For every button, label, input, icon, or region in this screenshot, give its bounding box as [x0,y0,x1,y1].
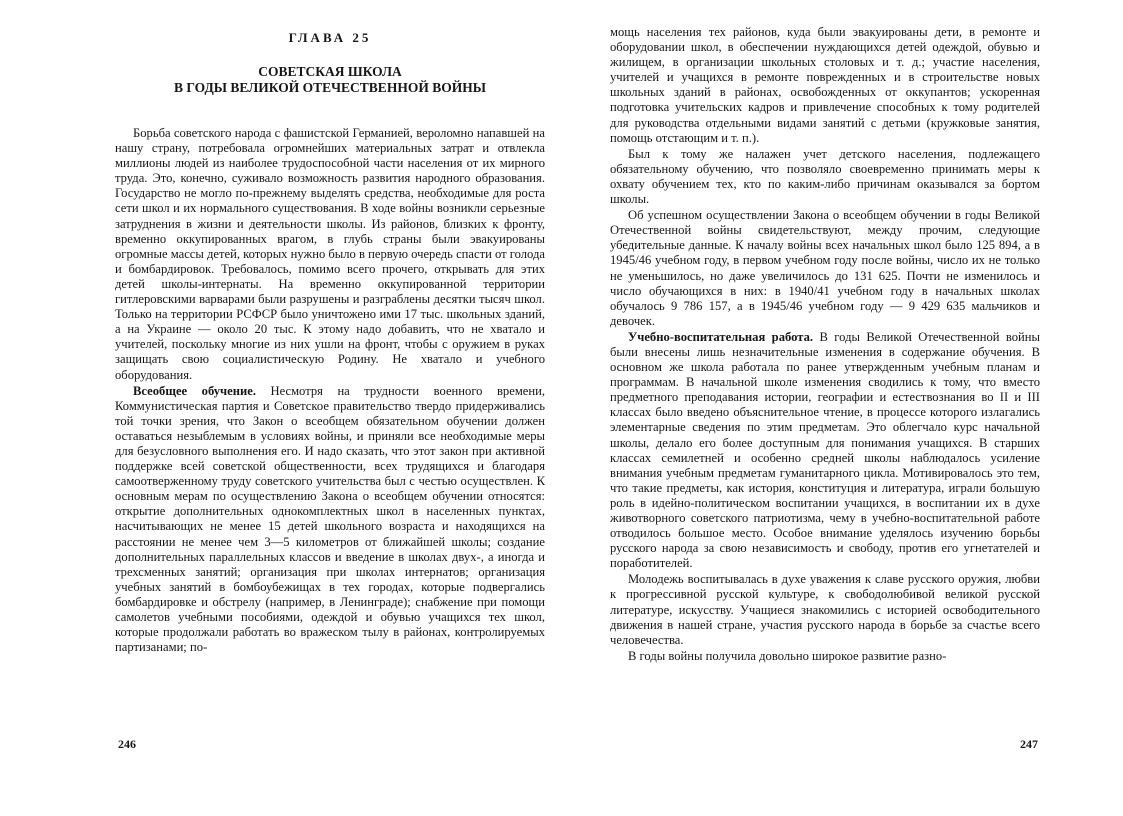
right-paragraph-2: Был к тому же налажен учет детского населения, подлежащего обязательному обучению, что позволяло своевременно принимать меры к охвату обучением тех, кто по каким-либо причинам оказывался за бортом школы. [610,146,1040,207]
right-page-body [610,25,1040,664]
section-heading-educational-work: Учебно-воспитательная работа. [628,329,814,344]
left-page-body [115,126,545,655]
left-paragraph-1: Борьба советского народа с фашистской Германией, вероломно напавшей на нашу страну, потребовала огромнейших материальных затрат и отвлекла миллионы людей из наиболее трудоспособной части населения от их мирного труда. Это, конечно, суживало возможность развития народного образования. Государство не могло по-прежнему выделять средства, необходимые для роста сети школ и их нормального существования. В ходе войны возникли серьезные затруднения в жизни и деятельности школы. Из районов, близких к фронту, временно оккупированных врагом, в глубь страны были эвакуированы огромные массы детей, которых нужно было в первую очередь спасти от голода и бомбардировок. Требовалось, помимо всего прочего, открывать для этих детей школы-интернаты. На временно оккупированной территории гитлеровскими варварами были разрушены и разграблены десятки тысяч школ. Только на территории РСФСР было уничтожено ими 17 тыс. школьных зданий, а на Украине — около 20 тыс. К этому надо добавить, что не хватало и учителей, поскольку многие из них ушли на фронт, чтобы с оружием в руках защищать свою социалистическую Родину. Не хватало и учебного оборудования. [115,126,545,382]
left-page [115,0,545,816]
right-paragraph-5: Молодежь воспитывалась в духе уважения к славе русского оружия, любви к прогрессивной русской культуре, к свободолюбивой великой русской литературе, искусству. Учащиеся знакомились с историей освободительного движения в нашей стране, участия русского народа в борьбе за счастье всего человечества. [610,572,1040,647]
chapter-title [115,64,545,96]
page-number-right: 247 [1020,737,1038,751]
left-paragraph-2-body: Несмотря на трудности военного времени, Коммунистическая партия и Советское правительство твердо придерживались той точки зрения, что Закон о всеобщем обязательном обучении должен оставаться незыблемым в условиях войны, и приняли все необходимые меры для безусловного выполнения его. И надо сказать, что этот закон при активной поддержке всей советской общественности, всех трудящихся и благодаря самоотверженному труду советского учительства был с честью осуществлен. К основным мерам по осуществлению Закона о всеобщем обучении относятся: открытие дополнительных однокомплектных школ в населенных пунктах, насчитывающих не менее 15 детей школьного возраста и находящихся на расстоянии не менее чем 3—5 километров от ближайшей школы; создание дополнительных параллельных классов и введение в школах двух-, а иногда и трехсменных занятий; организация при школах интернатов; организация учебных занятий в бомбоубежищах в тех городах, которые подвергались бомбардировке и обстрелу (например, в Ленинграде); снабжение при помощи самолетов учебными пособиями, одеждой и обувью учащихся тех школ, которые продолжали работать во вражеском тылу в районах, контролируемых партизанами; по- [115,383,546,655]
left-paragraph-2 [115,384,545,656]
page-number-left: 246 [118,737,136,751]
chapter-title-line-2: В ГОДЫ ВЕЛИКОЙ ОТЕЧЕСТВЕННОЙ ВОЙНЫ [174,80,486,95]
right-paragraph-6: В годы войны получила довольно широкое развитие разно- [628,648,947,663]
section-heading-universal-education: Всеобщее обучение. [133,383,256,398]
right-paragraph-3: Об успешном осуществлении Закона о всеобщем обучении в годы Великой Отечественной войны свидетельствуют, между прочим, следующие убедительные данные. К началу войны всех начальных школ было 125 894, а в 1945/46 учебном году, в первом учебном году после войны, число их не только не уменьшилось, но даже увеличилось до 131 625. Почти не изменилось и число обучающихся в них: в 1940/41 учебном году в начальных школах обучалось 9 786 157, а в 1945/46 учебном году — 9 429 635 мальчиков и девочек. [610,208,1040,328]
right-paragraph-4-body: В годы Великой Отечественной войны были внесены лишь незначительные изменения в содержание обучения. В основном же школа работала по ранее утвержденным учебным планам и программам. В начальной школе изменения сводились к тому, что вместо предметного преподавания истории, географии и естествознания во II и III классах было введено объяснительное чтение, в процессе которого излагались элементарные сведения по этим предметам. Это облегчало курс начальной школы, делало его более доступным для понимания учащихся. В старших классах семилетней и особенно средней школы наблюдалось усиление внимания учебным предметам гуманитарного цикла. Мотивировалось это тем, что такие предметы, как история, конституция и литература, играли большую роль в идейно-политическом воспитании учащихся, в воспитании их в духе животворного советского патриотизма, чему в учебно-воспитательной работе отводилось большое место. Особое внимание уделялось изучению борьбы русского народа за свою независимость и свободу, против его угнетателей и поработителей. [610,329,1040,571]
right-page [610,0,1040,816]
right-paragraph-1: мощь населения тех районов, куда были эвакуированы дети, в ремонте и оборудовании школ, в обеспечении нуждающихся детей одеждой, обувью и жилищем, в организации школьных столовых и т. д.; участие населения, учителей и учащихся в ремонте поврежденных и в строительстве новых школьных зданий в районах, освобожденных от оккупантов; ускоренная подготовка учительских кадров и привлечение способных к тому родителей для руководства отдельными видами занятий с детьми (кружковые занятия, помощь отстающим и т. п.). [610,25,1040,145]
chapter-title-line-1: СОВЕТСКАЯ ШКОЛА [258,64,402,79]
chapter-label: ГЛАВА 25 [288,30,372,45]
right-paragraph-4 [610,330,1040,572]
